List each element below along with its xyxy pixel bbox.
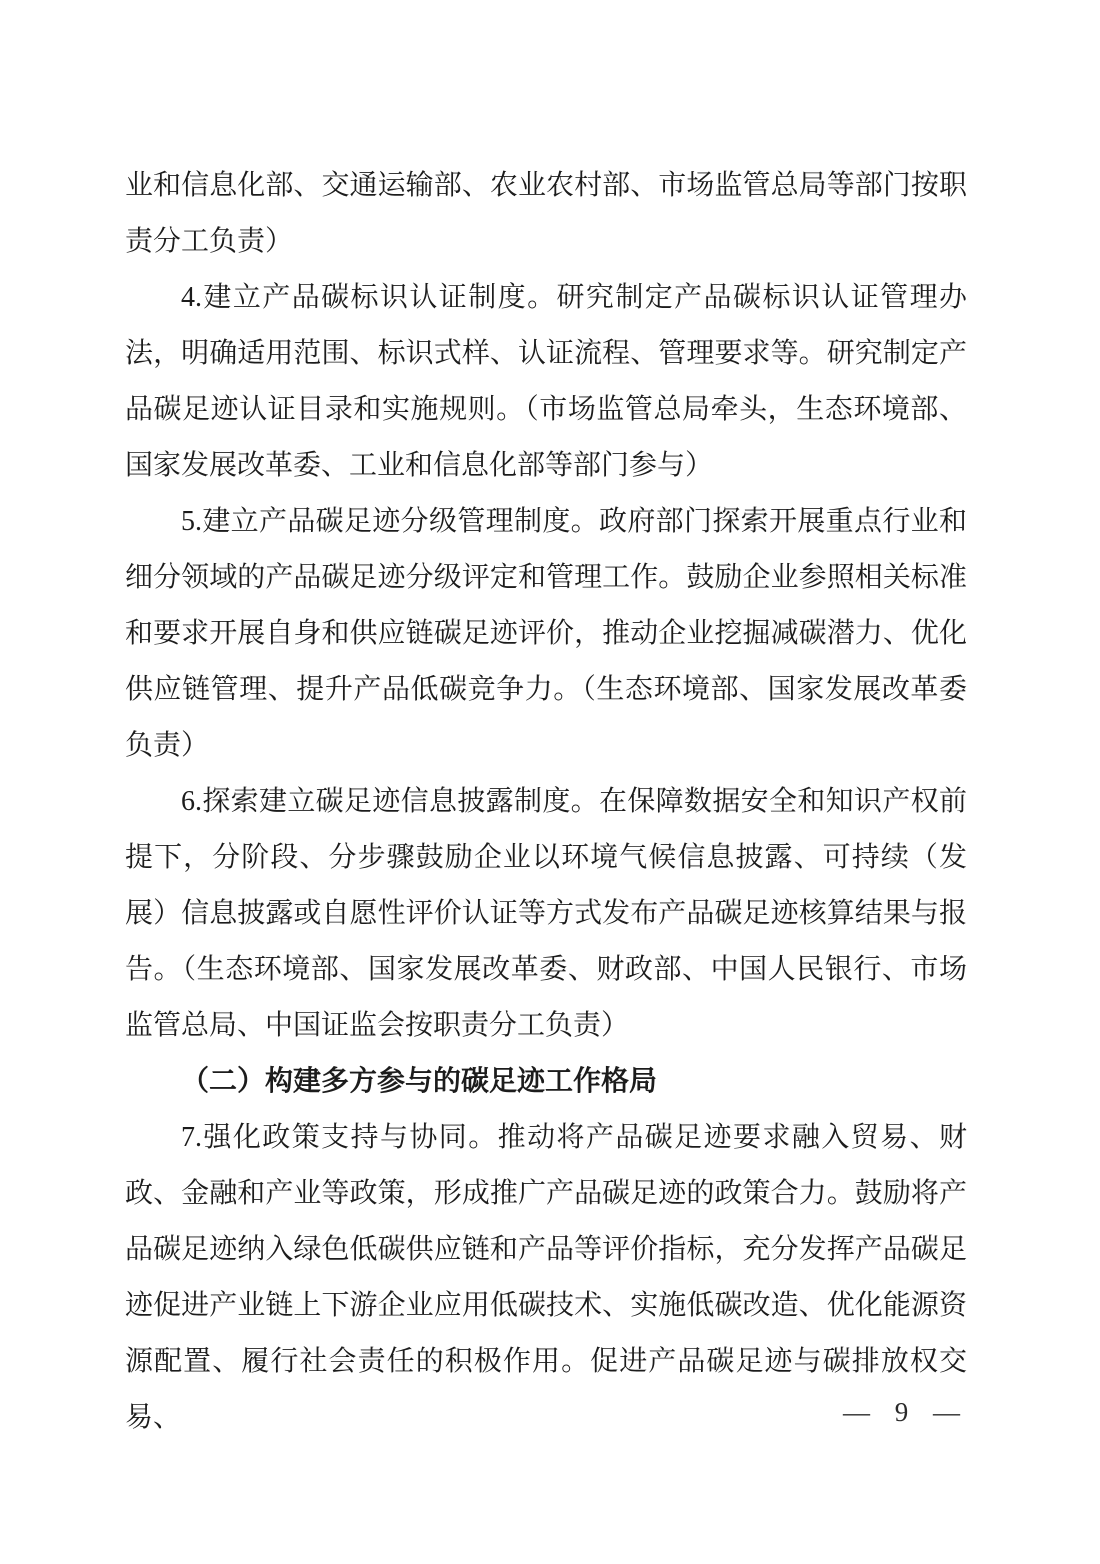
paragraph-item-7: 7.强化政策支持与协同。推动将产品碳足迹要求融入贸易、财政、金融和产业等政策，形成推广产品碳足迹的政策合力。鼓励将产品碳足迹纳入绿色低碳供应链和产品等评价指标，充分发挥产品碳足迹促进产业链上下游企业应用低碳技术、实施低碳改造、优化能源资源配置、履行社会责任的积极作用。促进产品碳足迹与碳排放权交易、 [125, 1122, 967, 1433]
paragraph-item-6: 6.探索建立碳足迹信息披露制度。在保障数据安全和知识产权前提下，分阶段、分步骤鼓励企业以环境气候信息披露、可持续（发展）信息披露或自愿性评价认证等方式发布产品碳足迹核算结果与报告。（生态环境部、国家发展改革委、财政部、中国人民银行、市场监管总局、中国证监会按职责分工负责） [125, 786, 967, 1041]
paragraph-continuation: 业和信息化部、交通运输部、农业农村部、市场监管总局等部门按职责分工负责） [125, 170, 967, 257]
paragraph-item-5: 5.建立产品碳足迹分级管理制度。政府部门探索开展重点行业和细分领域的产品碳足迹分级评定和管理工作。鼓励企业参照相关标准和要求开展自身和供应链碳足迹评价，推动企业挖掘减碳潜力、优化供应链管理、提升产品低碳竞争力。（生态环境部、国家发展改革委负责） [125, 506, 967, 761]
paragraph-item-4: 4.建立产品碳标识认证制度。研究制定产品碳标识认证管理办法，明确适用范围、标识式样、认证流程、管理要求等。研究制定产品碳足迹认证目录和实施规则。（市场监管总局牵头，生态环境部、国家发展改革委、工业和信息化部等部门参与） [125, 282, 967, 481]
document-body [125, 158, 967, 1446]
section-heading-2: （二）构建多方参与的碳足迹工作格局 [181, 1066, 658, 1097]
page-number: — 9 — [843, 1397, 962, 1427]
